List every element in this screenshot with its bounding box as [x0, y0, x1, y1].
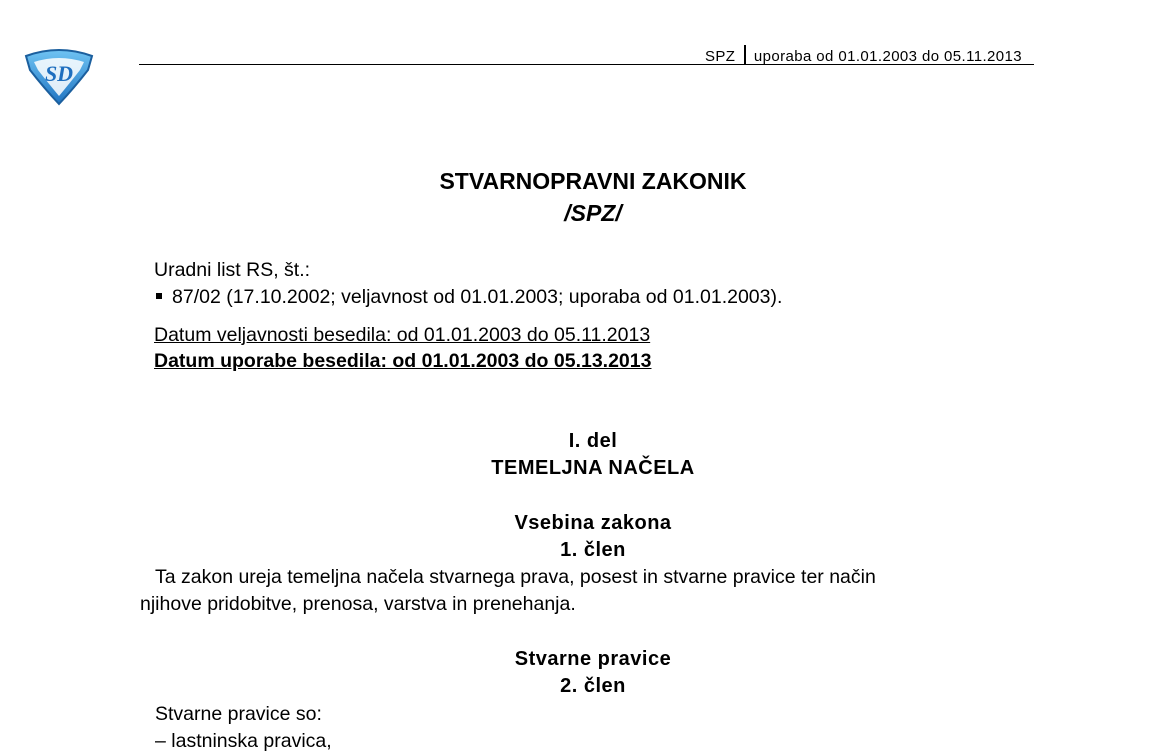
gazette-label: Uradni list RS, št.: [154, 259, 311, 281]
header-text [705, 45, 1022, 65]
gazette-item [154, 286, 782, 309]
bullet-icon [156, 293, 162, 299]
article-1-label: 1. člen [560, 539, 626, 561]
validity-date-line: Datum veljavnosti besedila: od 01.01.2003 do 05.11.2013 [154, 324, 651, 346]
article-1-heading: Vsebina zakona [514, 512, 672, 534]
article-2-label: 2. člen [560, 675, 626, 697]
header-abbr: SPZ [705, 48, 736, 65]
document-title: STVARNOPRAVNI ZAKONIK [439, 168, 747, 194]
page-header [139, 44, 1034, 65]
article-2-intro: Stvarne pravice so: [155, 703, 322, 725]
logo-shield-icon [22, 48, 96, 106]
document-abbreviation: /SPZ/ [564, 200, 622, 226]
gazette-item-text: 87/02 (17.10.2002; veljavnost od 01.01.2003; uporaba od 01.01.2003). [172, 286, 783, 308]
article-1-text-line-2: njihove pridobitve, prenosa, varstva in prenehanja. [140, 593, 576, 615]
part-label: I. del [568, 430, 618, 452]
logo-text: SD [44, 61, 74, 86]
logo [22, 48, 96, 106]
usage-date-line: Datum uporabe besedila: od 01.01.2003 do 05.13.2013 [154, 350, 652, 372]
article-2-list-item: – lastninska pravica, [155, 730, 332, 752]
article-2-heading: Stvarne pravice [514, 648, 672, 670]
article-1-text-line-1: Ta zakon ureja temeljna načela stvarnega prava, posest in stvarne pravice ter način [155, 566, 876, 588]
header-separator [744, 45, 746, 65]
part-title: TEMELJNA NAČELA [491, 457, 695, 479]
header-usage: uporaba od 01.01.2003 do 05.11.2013 [753, 48, 1022, 65]
